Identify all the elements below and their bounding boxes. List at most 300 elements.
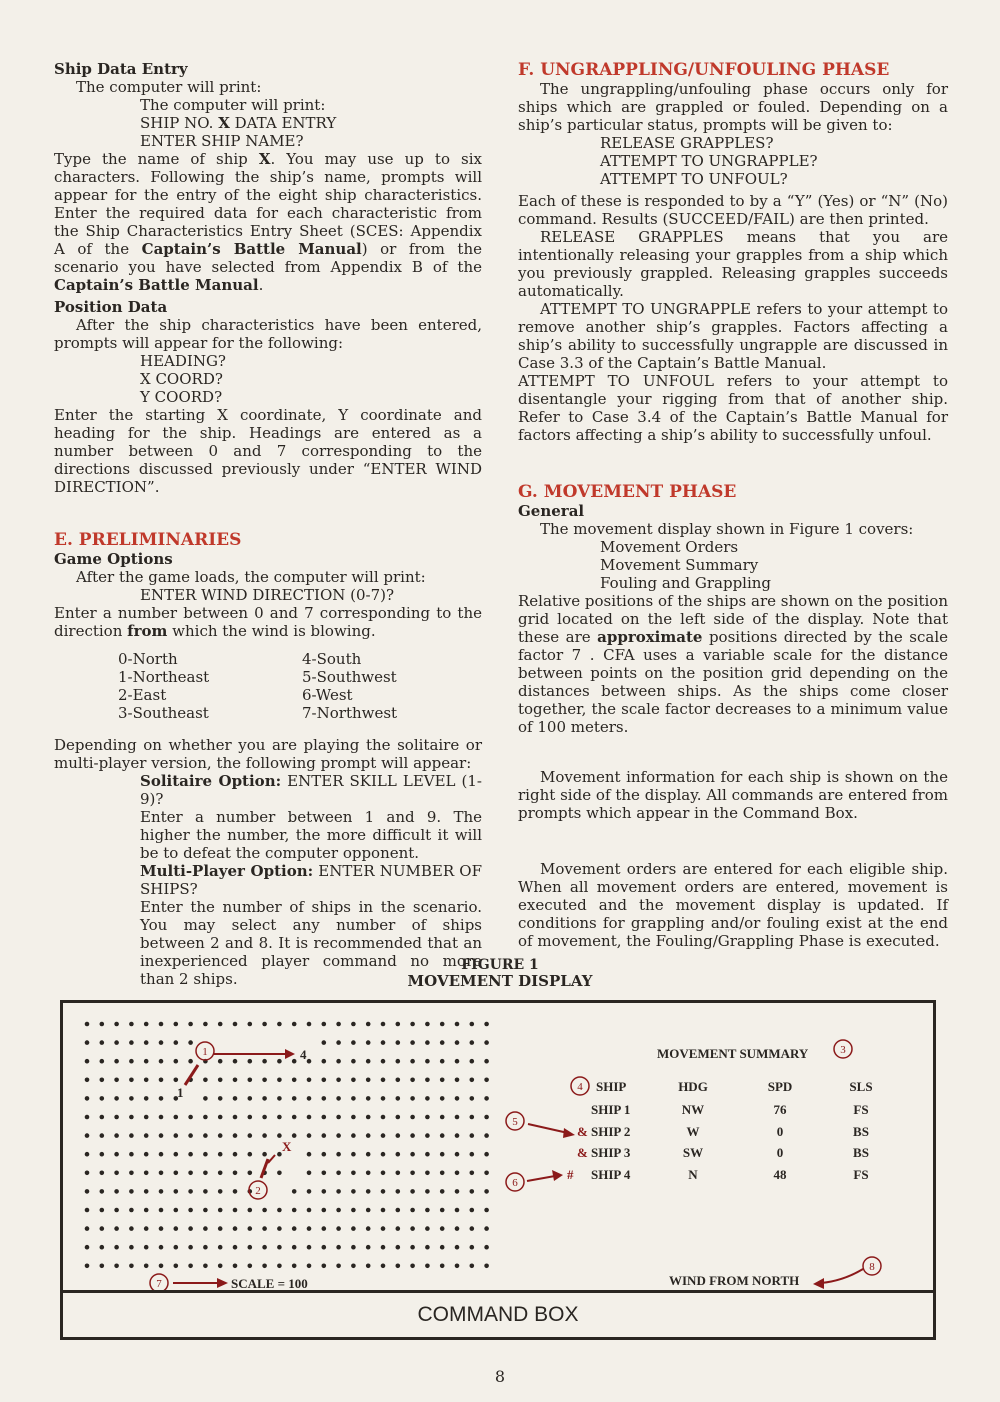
grid-dot xyxy=(188,1245,193,1250)
grid-dot xyxy=(351,1171,356,1176)
grid-dot xyxy=(484,1133,489,1138)
grid-dot xyxy=(114,1040,119,1045)
grid-dot xyxy=(351,1264,356,1269)
grid-dot xyxy=(218,1208,223,1213)
grid-dot xyxy=(85,1264,90,1269)
grid-dot xyxy=(159,1096,164,1101)
row-sls: FS xyxy=(853,1102,869,1117)
grid-dot xyxy=(484,1059,489,1064)
grid-dot xyxy=(484,1096,489,1101)
grid-dot xyxy=(440,1022,445,1027)
grid-dot xyxy=(262,1096,267,1101)
grid-dot xyxy=(366,1059,371,1064)
grid-dot xyxy=(129,1226,134,1231)
grid-dot xyxy=(425,1133,430,1138)
grid-dot xyxy=(233,1078,238,1083)
grid-dot xyxy=(484,1171,489,1176)
grid-dot xyxy=(144,1040,149,1045)
grid-dot xyxy=(440,1226,445,1231)
grid-dot xyxy=(233,1096,238,1101)
grid-dot xyxy=(366,1226,371,1231)
grid-dot xyxy=(277,1245,282,1250)
grid-dot xyxy=(292,1115,297,1120)
grid-dot xyxy=(425,1189,430,1194)
grid-dot xyxy=(351,1078,356,1083)
grid-dot xyxy=(188,1152,193,1157)
grid-dot xyxy=(218,1226,223,1231)
grid-dot xyxy=(396,1226,401,1231)
grid-dot xyxy=(129,1208,134,1213)
grid-dot xyxy=(307,1096,312,1101)
grid-ship-1-label: 1 xyxy=(177,1085,184,1100)
grid-dot xyxy=(114,1189,119,1194)
grid-dot xyxy=(322,1189,327,1194)
grid-dot xyxy=(277,1078,282,1083)
grid-dot xyxy=(100,1152,105,1157)
grid-dot xyxy=(381,1208,386,1213)
grid-dot xyxy=(292,1059,297,1064)
ship-entry-prompt-1: SHIP NO. X DATA ENTRY xyxy=(140,114,337,132)
grid-dot xyxy=(85,1189,90,1194)
row-ship: SHIP 2 xyxy=(591,1124,631,1139)
grid-dot xyxy=(336,1096,341,1101)
grid-dot xyxy=(233,1133,238,1138)
row-hdg: NW xyxy=(681,1102,705,1117)
row-mark: & xyxy=(577,1145,588,1160)
grid-dot xyxy=(470,1208,475,1213)
grid-dot xyxy=(100,1264,105,1269)
arrow-head-icon xyxy=(217,1278,228,1288)
grid-dot xyxy=(366,1096,371,1101)
grid-dot xyxy=(248,1115,253,1120)
ship-entry-prompt-2: ENTER SHIP NAME? xyxy=(140,132,304,150)
arrow-head-icon xyxy=(552,1170,563,1181)
grid-dot xyxy=(410,1133,415,1138)
grid-dot xyxy=(174,1264,179,1269)
grid-dot xyxy=(174,1078,179,1083)
grid-dot xyxy=(144,1226,149,1231)
grid-dot xyxy=(203,1226,208,1231)
grid-dot xyxy=(85,1171,90,1176)
movement-display-figure xyxy=(60,1000,936,1340)
callout-number: 2 xyxy=(255,1185,261,1197)
row-mark: # xyxy=(567,1167,574,1182)
grid-dot xyxy=(336,1115,341,1120)
grid-dot xyxy=(440,1171,445,1176)
header-ship: SHIP xyxy=(596,1079,627,1094)
grid-dot xyxy=(218,1078,223,1083)
callout-number: 1 xyxy=(202,1046,208,1058)
grid-dot xyxy=(484,1226,489,1231)
grid-dot xyxy=(174,1245,179,1250)
grid-dot xyxy=(188,1226,193,1231)
grid-dot xyxy=(455,1152,460,1157)
grid-dot xyxy=(277,1171,282,1176)
grid-dot xyxy=(470,1022,475,1027)
grid-dot xyxy=(440,1208,445,1213)
row-sls: BS xyxy=(853,1124,869,1139)
callout-6-arrow xyxy=(527,1176,555,1181)
figure-title: MOVEMENT DISPLAY xyxy=(407,972,593,990)
grid-dot xyxy=(100,1189,105,1194)
grid-dot xyxy=(307,1189,312,1194)
grid-dot xyxy=(277,1226,282,1231)
grid-dot xyxy=(188,1040,193,1045)
grid-dot xyxy=(292,1264,297,1269)
grid-dot xyxy=(307,1133,312,1138)
grid-dot xyxy=(322,1245,327,1250)
grid-dot xyxy=(455,1059,460,1064)
ship-1-marker xyxy=(185,1065,198,1085)
grid-dot xyxy=(233,1208,238,1213)
row-hdg: SW xyxy=(682,1145,704,1160)
grid-dot xyxy=(351,1115,356,1120)
grid-dot xyxy=(159,1264,164,1269)
movement-phase-heading: G. MOVEMENT PHASE xyxy=(518,482,737,502)
grid-dot xyxy=(307,1245,312,1250)
grid-dot xyxy=(262,1208,267,1213)
grid-dot xyxy=(322,1208,327,1213)
grid-dot xyxy=(336,1059,341,1064)
grid-dot xyxy=(336,1022,341,1027)
grid-dot xyxy=(262,1245,267,1250)
position-body: Enter the starting X coordinate, Y coordinate and heading for the ship. Headings are entered as a number between 0 and 7 corresponding to the directions discussed previously under “ENTER WIND DIRECTION”. xyxy=(54,406,482,496)
movement-info-text: Movement information for each ship is shown on the right side of the display. All commands are entered from prompts which appear in the Command Box. xyxy=(518,768,948,822)
grid-dot xyxy=(410,1078,415,1083)
grid-dot xyxy=(129,1040,134,1045)
grid-dot xyxy=(425,1040,430,1045)
grid-dot xyxy=(174,1189,179,1194)
grid-dot xyxy=(203,1078,208,1083)
grid-dot xyxy=(440,1040,445,1045)
grid-dot xyxy=(188,1189,193,1194)
grid-dot xyxy=(455,1133,460,1138)
grid-dot xyxy=(425,1022,430,1027)
ship-entry-body: Type the name of ship X. You may use up to six characters. Following the ship’s name, prompts will appear for the entry of the eight ship characteristics. Enter the required data for each characteristic from the Ship Characteristics Entry Sheet (SCES: Appendix A of the Captain’s Battle Manual) or from the scenario you have selected from Appendix B of the Captain’s Battle Manual. xyxy=(54,150,482,294)
ship-data-entry-heading: Ship Data Entry xyxy=(54,60,188,78)
grid-dot xyxy=(381,1245,386,1250)
grid-dot xyxy=(455,1115,460,1120)
movement-body: Relative positions of the ships are shown on the position grid located on the left side of the display. Note that these are approximate positions directed by the scale factor 7 . CFA uses a variable scale for the distance between points on the position grid depending on the distances between ships. As the ships come closer together, the scale factor decreases to a minimum value of 100 meters. xyxy=(518,592,948,736)
preliminaries-heading: E. PRELIMINARIES xyxy=(54,530,242,550)
grid-dot xyxy=(396,1133,401,1138)
callout-number: 7 xyxy=(156,1278,162,1290)
grid-dot xyxy=(307,1226,312,1231)
row-spd: 48 xyxy=(773,1167,787,1182)
table-row xyxy=(567,1167,869,1182)
grid-dot xyxy=(188,1171,193,1176)
grid-dot xyxy=(85,1078,90,1083)
grid-dot xyxy=(218,1264,223,1269)
grid-dot xyxy=(218,1115,223,1120)
grid-dot xyxy=(322,1040,327,1045)
grid-dot xyxy=(129,1078,134,1083)
grid-dot xyxy=(425,1245,430,1250)
arrow-head-icon xyxy=(563,1128,575,1138)
row-spd: 76 xyxy=(773,1102,787,1117)
grid-dot xyxy=(381,1096,386,1101)
grid-dot xyxy=(470,1152,475,1157)
grid-dot xyxy=(292,1245,297,1250)
wind-label: WIND FROM NORTH xyxy=(669,1273,800,1288)
scale-label: SCALE = 100 xyxy=(231,1276,308,1291)
grid-dot xyxy=(218,1133,223,1138)
grid-dot xyxy=(381,1040,386,1045)
direction-item: 6-West xyxy=(302,686,353,704)
grid-dot xyxy=(410,1189,415,1194)
grid-dot xyxy=(248,1171,253,1176)
grid-dot xyxy=(144,1171,149,1176)
grid-dot xyxy=(470,1040,475,1045)
grid-dot xyxy=(262,1022,267,1027)
release-grapples-text: RELEASE GRAPPLES means that you are intentionally releasing your grapples from a ship which you previously grappled. Releasing grapples succeeds automatically. xyxy=(518,228,948,300)
row-ship: SHIP 3 xyxy=(591,1145,631,1160)
grid-dot xyxy=(455,1171,460,1176)
grid-dot xyxy=(233,1189,238,1194)
grid-dot xyxy=(144,1078,149,1083)
grid-dot xyxy=(129,1133,134,1138)
grid-dot xyxy=(381,1171,386,1176)
grid-dot xyxy=(455,1096,460,1101)
direction-item: 5-Southwest xyxy=(302,668,397,686)
grid-dot xyxy=(366,1264,371,1269)
grid-dot xyxy=(396,1152,401,1157)
grid-dot xyxy=(277,1208,282,1213)
grid-dot xyxy=(470,1189,475,1194)
grid-dot xyxy=(292,1022,297,1027)
grid-dot xyxy=(233,1059,238,1064)
grid-dot xyxy=(381,1152,386,1157)
grid-dot xyxy=(292,1226,297,1231)
grid-dot xyxy=(248,1022,253,1027)
row-sls: FS xyxy=(853,1167,869,1182)
grid-dot xyxy=(100,1059,105,1064)
grid-dot xyxy=(248,1226,253,1231)
position-intro: After the ship characteristics have been entered, prompts will appear for the following: xyxy=(54,316,482,352)
grid-dot xyxy=(159,1245,164,1250)
grid-dot xyxy=(144,1096,149,1101)
grid-dot xyxy=(174,1040,179,1045)
grid-dot xyxy=(455,1245,460,1250)
grid-dot xyxy=(144,1059,149,1064)
grid-x-label: X xyxy=(282,1139,292,1154)
grid-dot xyxy=(100,1115,105,1120)
direction-item: 3-Southeast xyxy=(118,704,209,722)
direction-item: 0-North xyxy=(118,650,178,668)
grid-dot xyxy=(144,1152,149,1157)
grid-dot xyxy=(85,1096,90,1101)
grid-dot xyxy=(366,1040,371,1045)
position-prompt-3: Y COORD? xyxy=(140,388,223,406)
ship-2-marker xyxy=(261,1159,268,1178)
grid-dot xyxy=(484,1264,489,1269)
grid-dot xyxy=(322,1096,327,1101)
grid-dot xyxy=(277,1133,282,1138)
grid-dot xyxy=(351,1096,356,1101)
grid-dot xyxy=(248,1133,253,1138)
row-ship: SHIP 4 xyxy=(591,1167,631,1182)
grid-dot xyxy=(455,1189,460,1194)
multiplayer-body: Enter the number of ships in the scenario. You may select any number of ships between 2 and 8. It is recommended that an inexperienced player command no more than 2 ships. xyxy=(140,898,482,988)
grid-dot xyxy=(336,1245,341,1250)
ship-marks xyxy=(150,1040,881,1292)
grid-dot xyxy=(455,1208,460,1213)
ship-entry-prompt-intro: The computer will print: xyxy=(140,96,326,114)
grid-dot xyxy=(144,1115,149,1120)
grid-dot xyxy=(410,1226,415,1231)
grid-dot xyxy=(174,1226,179,1231)
grid-dot xyxy=(396,1189,401,1194)
multiplayer-option: Multi-Player Option: ENTER NUMBER OF SHIPS? xyxy=(140,862,482,898)
header-sls: SLS xyxy=(849,1079,873,1094)
grid-dot xyxy=(114,1208,119,1213)
grid-dot xyxy=(307,1022,312,1027)
grid-dot xyxy=(396,1096,401,1101)
grid-dot xyxy=(351,1040,356,1045)
grid-dot xyxy=(203,1171,208,1176)
grid-dot xyxy=(85,1059,90,1064)
grid-dot xyxy=(381,1264,386,1269)
grid-dot xyxy=(248,1078,253,1083)
grid-dot xyxy=(440,1189,445,1194)
grid-dot xyxy=(114,1245,119,1250)
grid-dot xyxy=(85,1152,90,1157)
grid-dot xyxy=(292,1078,297,1083)
row-hdg: N xyxy=(688,1167,698,1182)
grid-dot xyxy=(410,1059,415,1064)
grid-dot xyxy=(425,1152,430,1157)
right-column xyxy=(518,60,948,950)
grid-dot xyxy=(188,1264,193,1269)
page-number: 8 xyxy=(494,1367,506,1386)
grid-dot xyxy=(129,1096,134,1101)
grid-dot xyxy=(336,1264,341,1269)
grid-dot xyxy=(129,1059,134,1064)
grid-dot xyxy=(114,1226,119,1231)
grid-dot xyxy=(307,1059,312,1064)
grid-dot xyxy=(396,1115,401,1120)
command-box[interactable]: COMMAND BOX xyxy=(63,1290,933,1337)
grid-dot xyxy=(484,1078,489,1083)
grid-dot xyxy=(85,1040,90,1045)
left-column xyxy=(54,60,482,988)
grid-dot xyxy=(159,1022,164,1027)
grid-dot xyxy=(410,1208,415,1213)
grid-dot xyxy=(366,1152,371,1157)
grid-dot xyxy=(174,1022,179,1027)
grid-dot xyxy=(159,1171,164,1176)
grid-dot xyxy=(85,1115,90,1120)
grid-dot xyxy=(203,1133,208,1138)
grid-dot xyxy=(248,1245,253,1250)
grid-dot xyxy=(277,1152,282,1157)
grid-dot xyxy=(100,1208,105,1213)
grid-dot xyxy=(159,1115,164,1120)
grid-dot xyxy=(410,1152,415,1157)
grid-dot xyxy=(366,1022,371,1027)
ungrapple-prompt-2: ATTEMPT TO UNGRAPPLE? xyxy=(600,152,818,170)
version-body: Depending on whether you are playing the solitaire or multi-player version, the following prompt will appear: xyxy=(54,736,482,772)
position-prompt-1: HEADING? xyxy=(140,352,226,370)
grid-dot xyxy=(440,1078,445,1083)
ungrapple-prompt-3: ATTEMPT TO UNFOUL? xyxy=(600,170,788,188)
grid-dot xyxy=(100,1245,105,1250)
header-spd: SPD xyxy=(767,1079,793,1094)
grid-dot xyxy=(410,1096,415,1101)
grid-dot xyxy=(322,1171,327,1176)
grid-dot xyxy=(470,1264,475,1269)
grid-dot xyxy=(114,1022,119,1027)
ship-entry-intro: The computer will print: xyxy=(76,78,262,96)
grid-dot xyxy=(292,1096,297,1101)
callout-number: 8 xyxy=(869,1261,875,1273)
grid-dot xyxy=(203,1245,208,1250)
grid-dot xyxy=(366,1189,371,1194)
grid-dot xyxy=(336,1171,341,1176)
grid-dot xyxy=(336,1152,341,1157)
grid-dot xyxy=(351,1152,356,1157)
callout-8-arrow xyxy=(821,1269,863,1283)
grid-dot xyxy=(262,1078,267,1083)
grid-dot xyxy=(470,1245,475,1250)
grid-dot xyxy=(114,1264,119,1269)
grid-dot xyxy=(336,1133,341,1138)
grid-dot xyxy=(159,1208,164,1213)
grid-dot xyxy=(381,1133,386,1138)
grid-dot xyxy=(100,1022,105,1027)
wind-prompt: ENTER WIND DIRECTION (0-7)? xyxy=(140,586,395,604)
grid-dot xyxy=(159,1059,164,1064)
grid-dot xyxy=(381,1022,386,1027)
grid-dot xyxy=(248,1208,253,1213)
grid-dot xyxy=(470,1171,475,1176)
callout-number: 3 xyxy=(840,1044,846,1056)
grid-dot xyxy=(351,1245,356,1250)
header-hdg: HDG xyxy=(678,1079,708,1094)
grid-dot xyxy=(129,1171,134,1176)
grid-dot xyxy=(218,1245,223,1250)
prelim-intro: After the game loads, the computer will print: xyxy=(76,568,426,586)
grid-dot xyxy=(351,1189,356,1194)
grid-dot xyxy=(233,1264,238,1269)
grid-dot xyxy=(85,1133,90,1138)
grid-dot xyxy=(277,1264,282,1269)
row-sls: BS xyxy=(853,1145,869,1160)
grid-dot xyxy=(218,1189,223,1194)
grid-dot xyxy=(484,1040,489,1045)
row-spd: 0 xyxy=(776,1145,784,1160)
grid-dot xyxy=(233,1245,238,1250)
attempt-unfoul-text: ATTEMPT TO UNFOUL refers to your attempt to disentangle your rigging from that of another ship. Refer to Case 3.4 of the Captain’s Battle Manual for factors affecting a ship’s ability to successfully unfoul. xyxy=(518,372,948,444)
grid-dot xyxy=(425,1226,430,1231)
grid-dot xyxy=(336,1208,341,1213)
grid-dot xyxy=(188,1133,193,1138)
callout-number: 4 xyxy=(577,1081,583,1093)
grid-dot xyxy=(307,1208,312,1213)
grid-dot xyxy=(159,1133,164,1138)
movement-intro: The movement display shown in Figure 1 covers: xyxy=(540,520,914,538)
grid-dot xyxy=(277,1059,282,1064)
grid-dot xyxy=(262,1226,267,1231)
summary-title: MOVEMENT SUMMARY xyxy=(657,1046,809,1061)
grid-dot xyxy=(425,1208,430,1213)
solitaire-option: Solitaire Option: ENTER SKILL LEVEL (1-9)? xyxy=(140,772,482,808)
direction-item: 2-East xyxy=(118,686,167,704)
grid-dot xyxy=(203,1022,208,1027)
grid-dot xyxy=(396,1022,401,1027)
table-row xyxy=(577,1124,869,1139)
grid-dot xyxy=(410,1022,415,1027)
